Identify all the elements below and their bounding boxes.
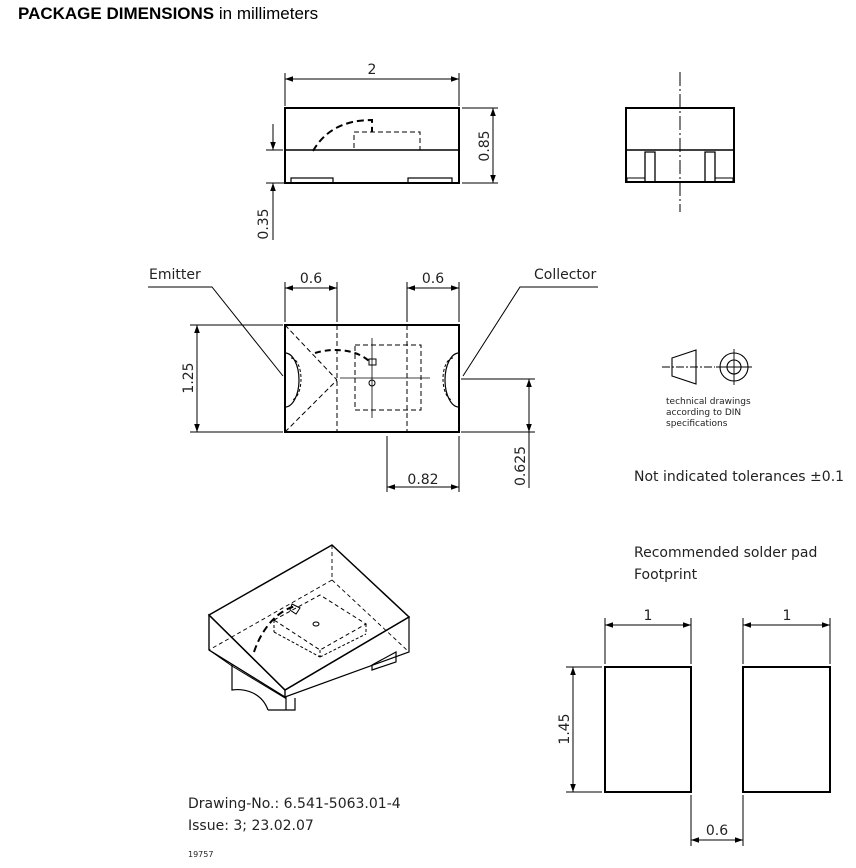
side-height-dim: 0.85 bbox=[477, 130, 493, 162]
top-view-chip bbox=[355, 345, 421, 410]
isometric-view bbox=[209, 545, 409, 710]
side-view bbox=[266, 73, 498, 240]
side-view-chip bbox=[354, 132, 420, 150]
pad-height-dim: 1.45 bbox=[557, 713, 573, 745]
collector-label: Collector bbox=[534, 267, 597, 283]
subtitle-text: in millimeters bbox=[218, 4, 319, 23]
top-view-bondwire bbox=[315, 350, 370, 362]
din-note-line1: technical drawings bbox=[666, 397, 751, 407]
left-pad-dim: 0.6 bbox=[299, 271, 323, 287]
center-x-dim: 0.82 bbox=[407, 472, 439, 488]
drawing-code: 19757 bbox=[188, 850, 214, 859]
issue-info: Issue: 3; 23.02.07 bbox=[188, 818, 314, 834]
drawing-number: Drawing-No.: 6.541-5063.01-4 bbox=[188, 796, 401, 812]
footprint-pad-left bbox=[605, 667, 691, 792]
footprint-pads bbox=[566, 618, 830, 846]
projection-symbol-icon bbox=[662, 349, 752, 385]
pad-gap-dim: 0.6 bbox=[705, 823, 729, 839]
collector-leader bbox=[463, 287, 598, 376]
pad-width-right-dim: 1 bbox=[782, 608, 792, 624]
side-view-bondwire bbox=[313, 120, 372, 151]
top-view bbox=[148, 282, 598, 492]
end-view bbox=[626, 72, 734, 212]
tolerance-note: Not indicated tolerances ±0.1 bbox=[634, 469, 845, 485]
footprint-title-line2: Footprint bbox=[634, 567, 698, 583]
iso-chip bbox=[274, 595, 366, 650]
din-note-line3: specifications bbox=[666, 419, 728, 429]
emitter-leader bbox=[148, 287, 283, 376]
pad-width-left-dim: 1 bbox=[643, 608, 653, 624]
emitter-label: Emitter bbox=[149, 267, 201, 283]
title-text: PACKAGE DIMENSIONS bbox=[18, 4, 215, 23]
center-y-dim: 0.625 bbox=[513, 445, 529, 487]
side-width-dim: 2 bbox=[367, 62, 377, 78]
top-height-dim: 1.25 bbox=[181, 362, 197, 394]
footprint-pad-right bbox=[743, 667, 830, 792]
side-lead-dim: 0.35 bbox=[256, 208, 272, 240]
din-note-line2: according to DIN bbox=[666, 408, 742, 418]
footprint-title-line1: Recommended solder pad bbox=[634, 545, 818, 561]
right-pad-dim: 0.6 bbox=[421, 271, 445, 287]
